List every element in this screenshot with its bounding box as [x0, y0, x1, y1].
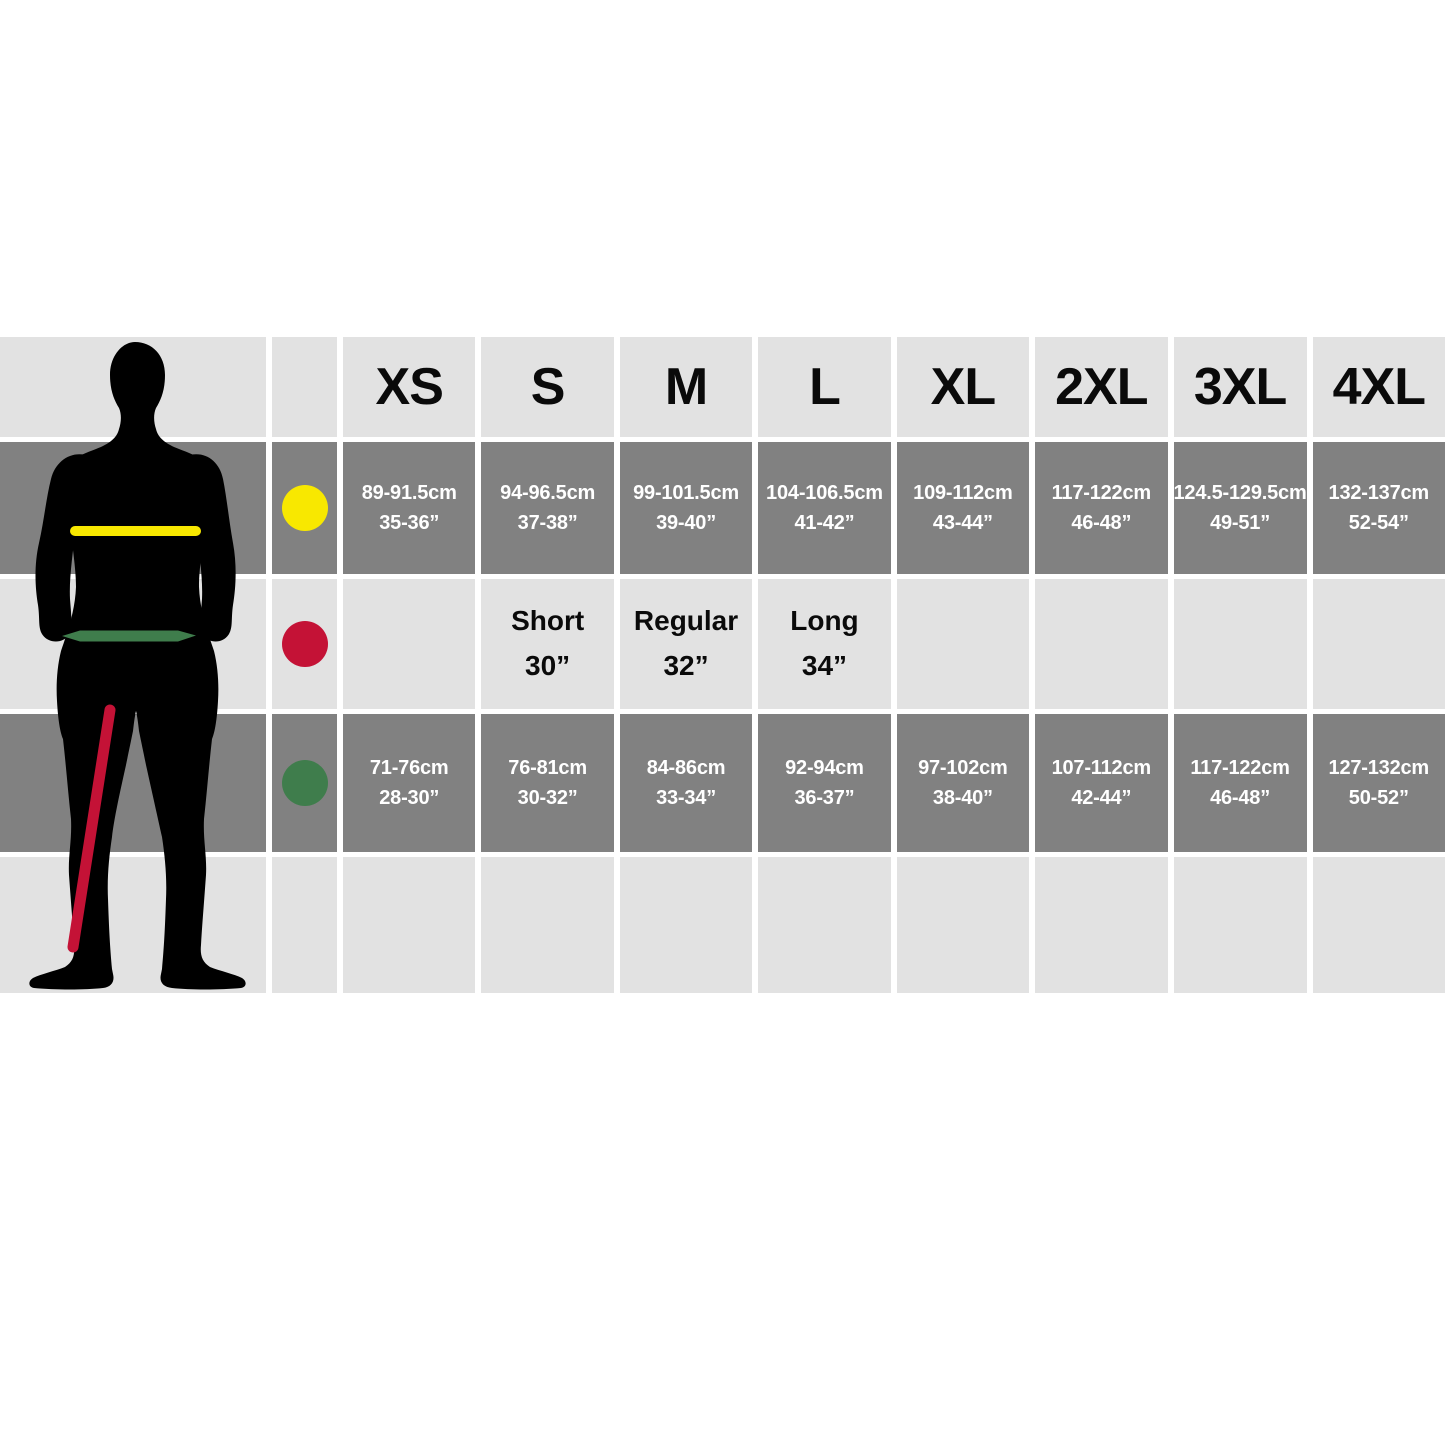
chest-cell-2xl	[1035, 442, 1167, 574]
indicator-column-header-cell	[272, 337, 337, 437]
figure-column-chest-cell	[0, 442, 266, 574]
chest-cell-xs	[343, 442, 475, 574]
leg-cell-s	[481, 579, 613, 709]
size-header-xs	[343, 337, 475, 437]
size-label: M	[664, 358, 708, 416]
empty-cell	[897, 857, 1029, 993]
empty-cell	[343, 857, 475, 993]
measurement-cm: 127-132cm	[1328, 757, 1430, 779]
measurement-in: 42-44”	[1071, 787, 1132, 809]
waist-cell-xs	[343, 714, 475, 852]
chest-cell-3xl	[1174, 442, 1307, 574]
waist-cell-2xl	[1035, 714, 1167, 852]
measurement-in: 52-54”	[1348, 512, 1409, 534]
size-header-s	[481, 337, 613, 437]
waist-indicator-cell	[272, 714, 337, 852]
measurement-cm: 107-112cm	[1051, 757, 1151, 779]
size-label: 4XL	[1332, 358, 1425, 416]
size-label: L	[809, 358, 840, 416]
measurement-in: 35-36”	[379, 512, 440, 534]
empty-cell	[1035, 857, 1167, 993]
measurement-cm: 132-137cm	[1328, 482, 1430, 504]
leg-indicator-cell	[272, 579, 337, 709]
leg-value: 30”	[525, 650, 571, 681]
measurement-in: 30-32”	[517, 787, 578, 809]
measurement-cm: 89-91.5cm	[361, 482, 457, 504]
chest-cell-l	[758, 442, 890, 574]
size-header-m	[620, 337, 752, 437]
measurement-cm: 124.5-129.5cm	[1173, 482, 1307, 504]
waist-cell-l	[758, 714, 890, 852]
leg-cell-l	[758, 579, 890, 709]
figure-column-waist-cell	[0, 714, 266, 852]
figure-column-footer-cell	[0, 857, 266, 993]
chest-cell-4xl	[1313, 442, 1445, 574]
measurement-cm: 117-122cm	[1190, 757, 1290, 779]
empty-cell	[758, 857, 890, 993]
size-header-l	[758, 337, 890, 437]
measurement-cm: 84-86cm	[646, 757, 726, 779]
leg-value: 34”	[801, 650, 848, 681]
figure-column-leg-cell	[0, 579, 266, 709]
chest-cell-m	[620, 442, 752, 574]
waist-cell-m	[620, 714, 752, 852]
waist-cell-4xl	[1313, 714, 1445, 852]
leg-value: 32”	[663, 650, 709, 681]
measurement-cm: 97-102cm	[918, 757, 1008, 779]
waist-indicator-dot	[282, 760, 328, 806]
measurement-in: 46-48”	[1210, 787, 1271, 809]
size-label: S	[530, 358, 565, 416]
measurement-cm: 104-106.5cm	[766, 482, 883, 504]
measurement-in: 50-52”	[1348, 787, 1409, 809]
empty-cell	[272, 857, 337, 993]
measurement-cm: 117-122cm	[1051, 482, 1151, 504]
leg-cell-xs	[343, 579, 475, 709]
measurement-in: 36-37”	[794, 787, 855, 809]
empty-cell	[481, 857, 613, 993]
size-label: XS	[375, 358, 443, 416]
measurement-in: 46-48”	[1071, 512, 1132, 534]
leg-label: Short	[511, 605, 585, 637]
chest-indicator-dot	[282, 485, 328, 531]
measurement-cm: 94-96.5cm	[500, 482, 596, 504]
size-header-4xl	[1313, 337, 1445, 437]
leg-cell-m	[620, 579, 752, 709]
size-label: 2XL	[1055, 358, 1148, 416]
measurement-in: 37-38”	[517, 512, 578, 534]
measurement-cm: 71-76cm	[369, 757, 449, 779]
waist-cell-3xl	[1174, 714, 1307, 852]
chest-indicator-cell	[272, 442, 337, 574]
measurement-in: 49-51”	[1210, 512, 1271, 534]
measurement-in: 38-40”	[932, 787, 993, 809]
measurement-in: 41-42”	[794, 512, 855, 534]
measurement-cm: 76-81cm	[508, 757, 587, 779]
leg-label: Regular	[633, 605, 739, 637]
figure-column-header-cell	[0, 337, 266, 437]
size-header-3xl	[1174, 337, 1307, 437]
measurement-in: 28-30”	[379, 787, 440, 809]
size-header-2xl	[1035, 337, 1167, 437]
chest-cell-s	[481, 442, 613, 574]
leg-cell-3xl	[1174, 579, 1307, 709]
size-label: 3XL	[1193, 358, 1287, 416]
size-header-xl	[897, 337, 1029, 437]
leg-cell-xl	[897, 579, 1029, 709]
leg-indicator-dot	[282, 621, 328, 667]
measurement-in: 39-40”	[656, 512, 717, 534]
empty-cell	[620, 857, 752, 993]
empty-cell	[1174, 857, 1307, 993]
measurement-cm: 99-101.5cm	[633, 482, 739, 504]
empty-cell	[1313, 857, 1445, 993]
chest-cell-xl	[897, 442, 1029, 574]
measurement-in: 33-34”	[656, 787, 717, 809]
size-table	[0, 337, 1445, 993]
leg-label: Long	[790, 605, 859, 637]
waist-cell-xl	[897, 714, 1029, 852]
leg-cell-2xl	[1035, 579, 1167, 709]
measurement-in: 43-44”	[932, 512, 993, 534]
measurement-cm: 109-112cm	[913, 482, 1013, 504]
size-label: XL	[930, 358, 996, 416]
waist-cell-s	[481, 714, 613, 852]
measurement-cm: 92-94cm	[785, 757, 864, 779]
leg-cell-4xl	[1313, 579, 1445, 709]
